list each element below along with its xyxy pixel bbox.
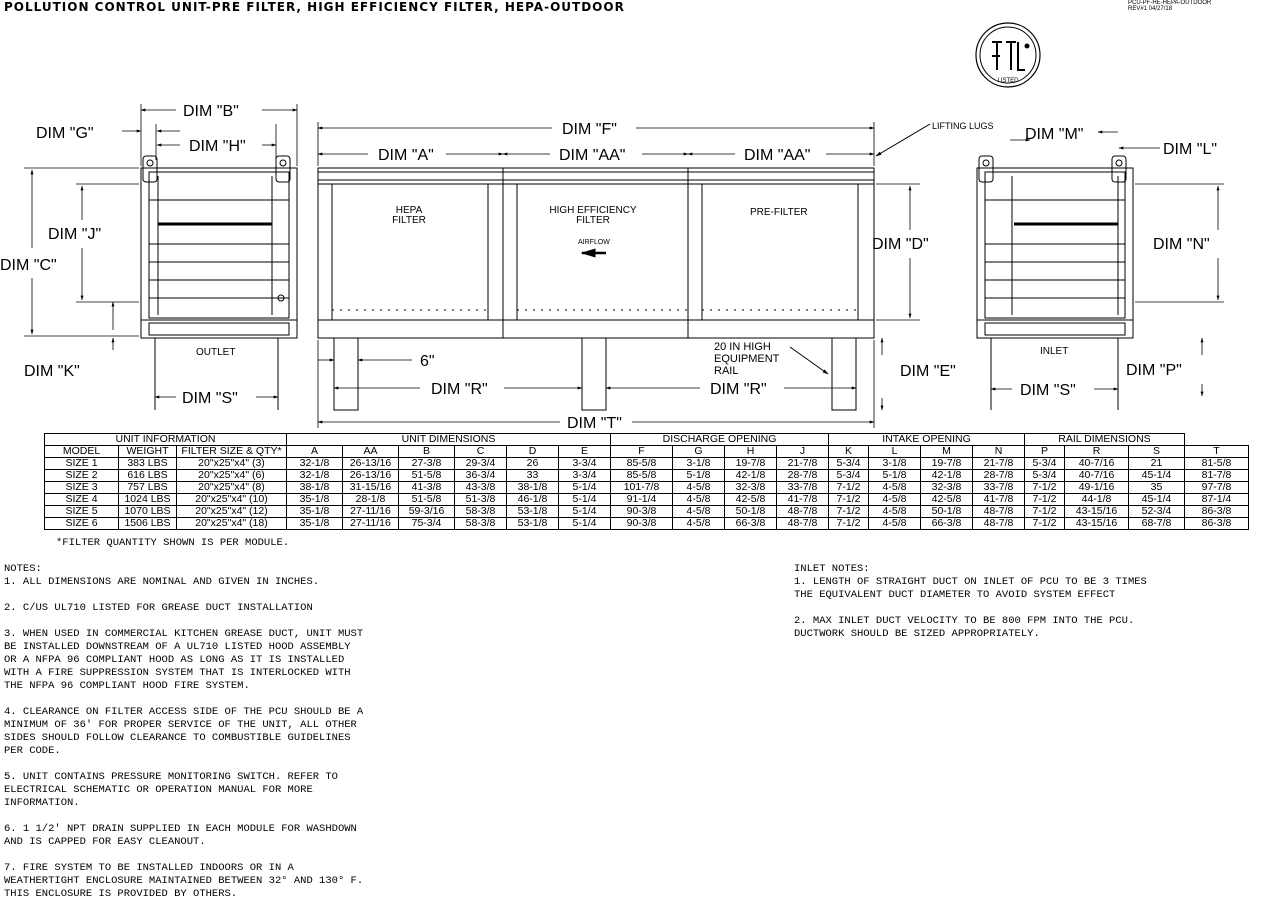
revision-code: PCU-PF-HE-HEPA-OUTDOOR [1128,0,1212,6]
table-cell: 4-5/8 [673,506,725,518]
column-header-cell: WEIGHT [119,446,177,458]
table-cell: 86-3/8 [1185,506,1249,518]
table-cell: 5-1/4 [559,482,611,494]
table-cell: 29-3/4 [455,458,507,470]
column-header-cell: MODEL [45,446,119,458]
label-dim-a: DIM "A" [378,147,434,164]
column-header-cell: J [777,446,829,458]
table-cell: 66-3/8 [725,518,777,530]
inlet-notes: INLET NOTES: 1. LENGTH OF STRAIGHT DUCT ON INLET OF PCU TO BE 3 TIMES THE EQUIVALENT DUCT DIAMETER TO AVOID SYSTEM EFFECT 2. MAX INLET DUCT VELOCITY TO BE 800 FPM INTO THE PCU. DUCTWORK SHOULD BE SIZED APPROPRIATELY. [794,563,1147,640]
column-header-cell: A [287,446,343,458]
label-dim-t: DIM "T" [567,415,622,432]
table-cell: 26 [507,458,559,470]
inlet-end-view [977,156,1133,410]
table-cell: 3-1/8 [869,458,921,470]
table-cell: 21 [1129,458,1185,470]
column-header-cell: T [1185,446,1249,458]
etl-listed-icon [976,23,1040,87]
column-header-cell: S [1129,446,1185,458]
table-cell: 35-1/8 [287,506,343,518]
table-cell: 28-1/8 [343,494,399,506]
table-cell: 7-1/2 [829,482,869,494]
table-cell: 757 LBS [119,482,177,494]
outlet-end-view [141,156,297,410]
table-cell: 4-5/8 [869,494,921,506]
table-cell: 7-1/2 [1025,482,1065,494]
table-cell: 48-7/8 [973,506,1025,518]
column-header-cell: D [507,446,559,458]
label-dim-f: DIM "F" [562,121,617,138]
table-cell: 42-1/8 [921,470,973,482]
table-cell: 7-1/2 [829,506,869,518]
label-dim-e: DIM "E" [900,363,956,380]
table-cell: 5-3/4 [1025,458,1065,470]
table-cell: 5-1/4 [559,494,611,506]
label-outlet: OUTLET [196,347,236,358]
column-header-cell: G [673,446,725,458]
table-cell: 51-3/8 [455,494,507,506]
column-header-cell: K [829,446,869,458]
table-cell: 4-5/8 [673,482,725,494]
table-cell: 86-3/8 [1185,518,1249,530]
etl-listed-text: LISTED [997,78,1019,84]
table-cell: 3-1/8 [673,458,725,470]
general-notes: NOTES: 1. ALL DIMENSIONS ARE NOMINAL AND GIVEN IN INCHES. 2. C/US UL710 LISTED FOR GREASE DUCT INSTALLATION 3. WHEN USED IN COMMERCIAL KITCHEN GREASE DUCT, UNIT MUST BE INSTALLED DOWNSTREAM OF A UL710 LISTED HOOD ASSEMBLY OR A NFPA 96 COMPLIANT HOOD AS LONG AS IT IS INSTALLED WITH A FIRE SUPPRESSION SYSTEM THAT IS INTERLOCKED WITH THE NFPA 96 COMPLIANT HOOD FIRE SYSTEM. 4. CLEARANCE ON FILTER ACCESS SIDE OF THE PCU SHOULD BE A MINIMUM OF 36' FOR PROPER SERVICE OF THE UNIT, ALL OTHER SIDES SHOULD FOLLOW CLEARANCE TO COMBUSTIBLE GUIDELINES PER CODE. 5. UNIT CONTAINS PRESSURE MONITORING SWITCH. REFER TO ELECTRICAL SCHEMATIC OR OPERATION MANUAL FOR MORE INFORMATION. 6. 1 1/2' NPT DRAIN SUPPLIED IN EACH MODULE FOR WASHDOWN AND IS CAPPED FOR EASY CLEANOUT. 7. FIRE SYSTEM TO BE INSTALLED INDOORS OR IN A WEATHERTIGHT ENCLOSURE MAINTAINED BETWEEN 32° AND 130° F. THIS ENCLOSURE IS PROVIDED BY OTHERS. [4,563,364,900]
table-cell: 48-7/8 [777,518,829,530]
label-dim-aa-1: DIM "AA" [559,147,626,164]
label-dim-l: DIM "L" [1163,141,1218,158]
group-header-cell: RAIL DIMENSIONS [1025,434,1185,446]
table-cell: 20"x25"x4" (18) [177,518,287,530]
table-cell: 5-1/4 [559,506,611,518]
table-cell: 5-1/8 [869,470,921,482]
table-cell: 101-7/8 [611,482,673,494]
column-header-cell: L [869,446,921,458]
label-dim-p: DIM "P" [1126,362,1182,379]
table-cell: 616 LBS [119,470,177,482]
label-pre-filter: PRE-FILTER [750,207,808,218]
label-dim-d: DIM "D" [872,236,929,253]
table-cell: 48-7/8 [777,506,829,518]
table-cell: SIZE 3 [45,482,119,494]
table-cell: 45-1/4 [1129,470,1185,482]
column-header-cell: C [455,446,507,458]
table-cell: 5-1/8 [673,470,725,482]
table-cell: 49-1/16 [1065,482,1129,494]
table-cell: 26-13/16 [343,458,399,470]
table-cell: 1506 LBS [119,518,177,530]
table-cell: SIZE 5 [45,506,119,518]
table-row [45,470,1249,482]
label-lifting-lugs: LIFTING LUGS [932,121,994,131]
table-footnote: *FILTER QUANTITY SHOWN IS PER MODULE. [56,537,290,549]
table-cell: 42-1/8 [725,470,777,482]
column-header-cell: N [973,446,1025,458]
table-cell: 31-15/16 [343,482,399,494]
table-cell: 43-15/16 [1065,518,1129,530]
technical-drawing [0,0,1280,432]
table-cell: 41-7/8 [973,494,1025,506]
table-cell: SIZE 4 [45,494,119,506]
table-cell: 68-7/8 [1129,518,1185,530]
table-cell: 41-7/8 [777,494,829,506]
table-cell: 32-3/8 [725,482,777,494]
label-high-efficiency-filter: HIGH EFFICIENCY FILTER [549,205,637,226]
table-cell: 7-1/2 [1025,506,1065,518]
table-cell: 51-5/8 [399,494,455,506]
group-header-cell: UNIT INFORMATION [45,434,287,446]
table-row [45,482,1249,494]
label-dim-s-left: DIM "S" [182,390,238,407]
table-cell: 5-3/4 [829,458,869,470]
table-cell: 7-1/2 [829,518,869,530]
table-cell: SIZE 2 [45,470,119,482]
table-cell: 42-5/8 [725,494,777,506]
column-header-cell: E [559,446,611,458]
table-group-header [45,434,1249,446]
table-cell: 58-3/8 [455,518,507,530]
label-six-inch: 6" [420,353,435,370]
table-cell: 51-5/8 [399,470,455,482]
table-cell: 27-3/8 [399,458,455,470]
table-cell: 26-13/16 [343,470,399,482]
label-inlet: INLET [1040,346,1069,357]
group-header-cell: DISCHARGE OPENING [611,434,829,446]
table-cell: 19-7/8 [921,458,973,470]
table-cell: 58-3/8 [455,506,507,518]
label-dim-k: DIM "K" [24,363,80,380]
label-dim-m: DIM "M" [1025,126,1084,143]
table-cell: 28-7/8 [777,470,829,482]
table-cell: 50-1/8 [921,506,973,518]
table-cell: 35-1/8 [287,494,343,506]
label-dim-s-right: DIM "S" [1020,382,1076,399]
table-cell: 87-1/4 [1185,494,1249,506]
drawing-title: POLLUTION CONTROL UNIT-PRE FILTER, HIGH EFFICIENCY FILTER, HEPA-OUTDOOR [4,0,625,14]
table-cell: 53-1/8 [507,518,559,530]
label-dim-aa-2: DIM "AA" [744,147,811,164]
table-cell: 81-7/8 [1185,470,1249,482]
table-cell: 1024 LBS [119,494,177,506]
table-cell: 3-3/4 [559,470,611,482]
table-cell: 45-1/4 [1129,494,1185,506]
table-cell: 4-5/8 [673,518,725,530]
table-cell: 75-3/4 [399,518,455,530]
table-cell: 40-7/16 [1065,470,1129,482]
table-cell: 21-7/8 [777,458,829,470]
label-dim-j: DIM "J" [48,226,102,243]
group-header-cell: INTAKE OPENING [829,434,1025,446]
table-cell: 38-1/8 [287,482,343,494]
table-cell: 40-7/16 [1065,458,1129,470]
table-cell: 43-3/8 [455,482,507,494]
table-cell: 33 [507,470,559,482]
table-cell: 35 [1129,482,1185,494]
table-cell: 20"x25"x4" (6) [177,470,287,482]
table-cell: 90-3/8 [611,506,673,518]
table-cell: 59-3/16 [399,506,455,518]
table-cell: 27-11/16 [343,506,399,518]
table-cell: 66-3/8 [921,518,973,530]
table-cell: 7-1/2 [1025,494,1065,506]
dimensions-table [44,433,1249,530]
table-cell: 38-1/8 [507,482,559,494]
table-cell: 53-1/8 [507,506,559,518]
table-cell: 5-3/4 [829,470,869,482]
table-cell: 7-1/2 [829,494,869,506]
table-cell: 36-3/4 [455,470,507,482]
column-header-cell: R [1065,446,1129,458]
table-cell: 19-7/8 [725,458,777,470]
table-column-header [45,446,1249,458]
table-cell: 52-3/4 [1129,506,1185,518]
table-cell: 46-1/8 [507,494,559,506]
table-cell: 20"x25"x4" (8) [177,482,287,494]
table-cell: 90-3/8 [611,518,673,530]
label-dim-g: DIM "G" [36,125,94,142]
table-cell: 91-1/4 [611,494,673,506]
table-cell: 85-5/8 [611,458,673,470]
table-cell: 44-1/8 [1065,494,1129,506]
label-dim-b: DIM "B" [183,103,239,120]
column-header-cell: FILTER SIZE & QTY* [177,446,287,458]
table-cell: 27-11/16 [343,518,399,530]
column-header-cell: P [1025,446,1065,458]
table-row [45,506,1249,518]
label-dim-h: DIM "H" [189,138,246,155]
table-cell: 21-7/8 [973,458,1025,470]
table-cell: 81-5/8 [1185,458,1249,470]
table-row [45,518,1249,530]
table-cell: 48-7/8 [973,518,1025,530]
label-airflow: AIRFLOW [578,239,610,246]
table-cell: 20"x25"x4" (3) [177,458,287,470]
table-cell: 35-1/8 [287,518,343,530]
table-cell: 85-5/8 [611,470,673,482]
table-cell: 28-7/8 [973,470,1025,482]
table-cell: 3-3/4 [559,458,611,470]
column-header-cell: H [725,446,777,458]
table-cell: 33-7/8 [777,482,829,494]
table-cell: 97-7/8 [1185,482,1249,494]
column-header-cell: M [921,446,973,458]
column-header-cell: AA [343,446,399,458]
table-cell: 383 LBS [119,458,177,470]
table-row [45,494,1249,506]
table-cell: 20"x25"x4" (12) [177,506,287,518]
column-header-cell: F [611,446,673,458]
table-cell: 5-1/4 [559,518,611,530]
label-rail-note: 20 IN HIGH EQUIPMENT RAIL [714,341,780,377]
table-cell: 43-15/16 [1065,506,1129,518]
revision-date: REV#1 04/27/18 [1128,6,1173,12]
table-cell: 5-3/4 [1025,470,1065,482]
table-cell: 4-5/8 [869,518,921,530]
table-cell: 32-1/8 [287,458,343,470]
table-cell: 32-1/8 [287,470,343,482]
label-dim-n: DIM "N" [1153,236,1210,253]
label-dim-r-1: DIM "R" [431,381,488,398]
table-cell: 32-3/8 [921,482,973,494]
group-header-cell: UNIT DIMENSIONS [287,434,611,446]
table-cell: 42-5/8 [921,494,973,506]
table-row [45,458,1249,470]
table-cell: 4-5/8 [869,482,921,494]
table-cell: 50-1/8 [725,506,777,518]
table-cell: 33-7/8 [973,482,1025,494]
table-cell: 20"x25"x4" (10) [177,494,287,506]
label-dim-r-2: DIM "R" [710,381,767,398]
front-view [318,124,930,410]
table-cell: 4-5/8 [673,494,725,506]
label-dim-c: DIM "C" [0,257,57,274]
table-cell: SIZE 6 [45,518,119,530]
column-header-cell: B [399,446,455,458]
table-cell: 41-3/8 [399,482,455,494]
table-cell: SIZE 1 [45,458,119,470]
table-cell: 1070 LBS [119,506,177,518]
label-hepa-filter: HEPA FILTER [392,205,426,226]
table-cell: 7-1/2 [1025,518,1065,530]
table-cell: 4-5/8 [869,506,921,518]
